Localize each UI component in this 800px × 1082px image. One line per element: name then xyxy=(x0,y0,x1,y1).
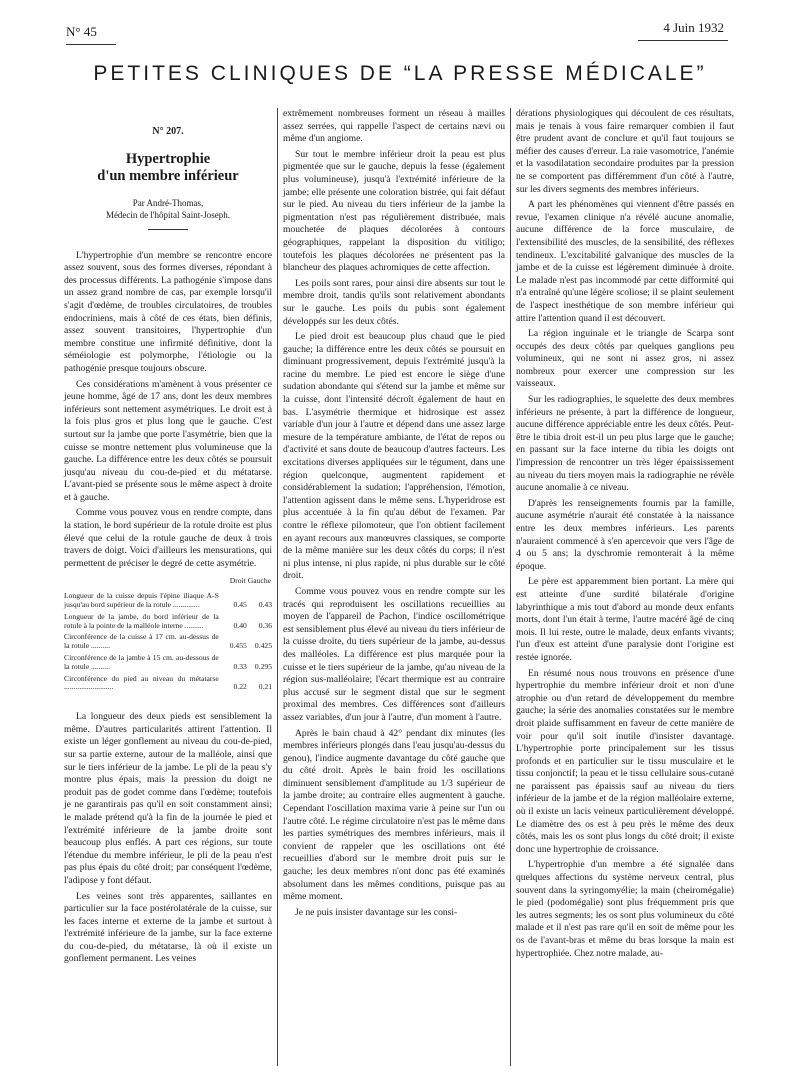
table-header-droit: Droit xyxy=(229,576,246,586)
paragraph: D'après les renseignements fournis par la famille, aucune asymétrie n'aurait été constatée à la naissance entre les deux membres inférieurs. Les parents n'auraient commencé à s'en apercevoir que vers l'âge de 4 ou 5 ans; la dyschromie remonterait à la même époque. xyxy=(516,497,734,572)
article-author: Par André-Thomas, xyxy=(132,197,204,208)
paragraph: L'hypertrophie d'un membre a été signalée dans quelques affections du système nerveux central, plus souvent dans la syringomyélie; la main (cheiromégalie) le pied (podomégalie) sont plus fréquemment pris que les autres segments; les os sont plus volumineux du côté malade et il n'est pas rare qu'il en soit de même pour les os de l'avant-bras et même du bras lorsque la main est hypertrophiée. Chez notre malade, au- xyxy=(516,859,734,959)
paragraph: extrêmement nombreuses forment un réseau à mailles assez serrées, qui rappelle l'aspect de certains nævi ou même d'un angiome. xyxy=(283,108,505,145)
paragraph: Ces considérations m'amènent à vous présenter ce jeune homme, âgé de 17 ans, dont les deux membres inférieurs sont nettement asymétriques. Le droit est à la fois plus gros et plus long que le gauche. C'est surtout sur la jambe que porte l'asymétrie, bien que la cuisse se montre nettement plus volumineuse que la gauche. La différence entre les deux côtés se poursuit jusqu'au niveau du cou-de-pied et du métatarse. L'avant-pied se présente sous le même aspect à droite et à gauche. xyxy=(64,378,272,503)
table-cell-label: Circonférence de la jambe à 15 cm. au-dessous de la rotule .......... xyxy=(64,653,219,671)
table-cell-label: Longueur de la jambe, du bord inférieur de la rotule à la pointe de la malléole interne .......... xyxy=(64,611,219,630)
table-cell-droit: 0.33 xyxy=(233,661,247,671)
column-2 xyxy=(283,108,505,922)
paragraph: Je ne puis insister davantage sur les consi- xyxy=(295,906,458,918)
article-number: N° 207. xyxy=(152,126,184,137)
paragraph: La région inguinale et le triangle de Scarpa sont occupés des deux côtés par quelques ganglions peu volumineux, qui ne sont ni assez gros, ni assez nombreux pour exercer une compression sur les vaisseaux. xyxy=(516,328,734,390)
paragraph: En résumé nous nous trouvons en présence d'une hypertrophie du membre inférieur droit et non d'une atrophie ou d'un retard de développement du membre gauche; la série des anomalies constatées sur le membre droit plaide suffisamment en faveur de cette manière de voir pour qu'il soit inutile d'insister davantage. L'hypertrophie porte principalement sur les tissus profonds et en particulier sur le tissu musculaire et le tissu conjonctif; la peau et le tissu cellulaire sous-cutané ne paraissent pas épaissis sauf au niveau du tiers inférieur de la jambe et de la région malléolaire externe, où il existe un lacis veineux particulièrement développé. Le diamètre des os est à peu près le même des deux côtés, mais les os sont plus longs du côté droit; il existe donc une hypertrophie de croissance. xyxy=(516,667,734,855)
table-header-blank xyxy=(64,576,223,592)
table-header-row xyxy=(64,576,272,592)
column-3 xyxy=(516,108,734,963)
table-row xyxy=(64,675,272,696)
table-cell-droit: 0.455 xyxy=(229,641,247,651)
paragraph: Sur les radiographies, le squelette des deux membres inférieurs ne présente, à part la différence de longueur, aucune différence appréciable entre les deux côtés. Peut-être le tibia droit est-il un peu plus large que le gauche; en passant sur la face interne du tibia les doigts ont l'impression de rencontrer un très léger épaississement au niveau du tiers moyen mais la radiographie ne révèle aucune anomalie à ce niveau. xyxy=(516,394,734,494)
paragraph: A part les phénomènes qui viennent d'être passés en revue, l'examen clinique n'a révélé aucune anomalie, aucune différence de la force musculaire, de l'extensibilité des muscles, de la sensibilité, des réflexes tendineux. L'excitabilité galvanique des muscles de la jambe et de la cuisse est légèrement diminuée à droite. Le malade n'est pas incommodé par cette difformité qui n'a entraîné qu'une légère scoliose; il se plaint seulement de l'aspect inesthétique de son membre inférieur qui attire l'attention quand il est découvert. xyxy=(516,199,734,324)
article-title xyxy=(64,151,272,185)
table-row xyxy=(64,592,272,613)
article-title-line: d'un membre inférieur xyxy=(97,167,239,184)
paragraph: L'hypertrophie d'un membre se rencontre encore assez souvent, sous des formes diverses, répondant à des processus différents. La pathogénie s'impose dans un assez grand nombre de cas, par exemple lorsqu'il s'agit d'œdème, de troubles circulatoires, de troubles endocriniens, mais à côté de ces états, bien définis, assez souvent transitoires, l'hypertrophie d'un membre constitue une infirmité définitive, dont la séméiologie est polymorphe, l'étiologie ou la pathogénie presque toujours obscure. xyxy=(64,249,272,374)
paragraph: Les veines sont très apparentes, saillantes en particulier sur la face postérolatérale de la cuisse, sur les faces interne et externe de la jambe et surtout à l'extrémité inférieure de la jambe, sur la face externe du cou-de-pied, du métatarse, là où il existe un gonflement permanent. Les veines xyxy=(64,890,272,965)
column-1 xyxy=(64,108,272,969)
paragraph: La longueur des deux pieds est sensiblement la même. D'autres particularités attirent l'attention. Il existe un léger gonflement au niveau du cou-de-pied, sur sa partie externe, autour de la malléole, ainsi que sur le tiers inférieur de la jambe. Le pli de la peau s'y montre plus épais, mais la pression du doigt ne produit pas de godet comme dans l'œdème; toutefois je ne garantirais pas qu'il en soit constamment ainsi; le malade prétend qu'à la fin de la journée le pied et l'extrémité inférieure de la jambe droite sont beaucoup plus enflés. A part ces régions, sur toute l'étendue du membre inférieur, le pli de la peau n'est pas plus épais du côté droit; par conséquent l'œdème, l'adipose y font défaut. xyxy=(64,711,272,886)
measurements-table xyxy=(64,576,272,695)
table-cell-droit: 0.45 xyxy=(233,600,247,610)
issue-date: 4 Juin 1932 xyxy=(663,20,724,35)
table-cell-gauche: 0.425 xyxy=(254,641,272,651)
table-header-gauche: Gauche xyxy=(247,576,271,586)
paragraph: Comme vous pouvez vous en rendre compte, dans la station, le bord supérieur de la rotule droite est plus élevé que celui de la rotule gauche de deux à trois travers de doigt. Voici d'ailleurs les mensurations, qui permettent de préciser le degré de cette asymétrie. xyxy=(64,507,272,569)
paragraph: Les poils sont rares, pour ainsi dire absents sur tout le membre droit, tandis qu'ils sont relativement abondants sur le gauche. Les poils du pubis sont également développés sur les deux côtés. xyxy=(283,277,505,327)
header-rule-right xyxy=(638,40,728,41)
article-title-line: Hypertrophie xyxy=(125,150,211,167)
article-affiliation: Médecin de l'hôpital Saint-Joseph. xyxy=(105,209,231,220)
title-rule xyxy=(148,229,188,230)
paragraph: Après le bain chaud à 42° pendant dix minutes (les membres inférieurs plongés dans l'eau jusqu'au-dessus du genou), l'indice augmente davantage du côté gauche que du côté droit. Après le bain froid les oscillations diminuent sensiblement d'amplitude au 1/3 supérieur de la jambe droite; au contraire elles augmentent à gauche. Cependant l'oscillation maxima varie à peine sur l'un ou l'autre côté. Le régime circulatoire n'est pas le même dans les parties symétriques des membres inférieurs, mais il convient de rappeler que les oscillations ont été recueillies d'abord sur le membre droit puis sur le gauche; les deux membres n'ont donc pas été examinés absolument dans les mêmes conditions, puisque pas au même moment. xyxy=(283,727,505,903)
table-cell-gauche: 0.295 xyxy=(254,661,272,671)
table-cell-gauche: 0.21 xyxy=(258,682,272,692)
table-cell-label: Circonférence de la cuisse à 17 cm. au-dessus de la rotule .......... xyxy=(64,632,219,651)
table-row xyxy=(64,613,272,634)
paragraph: Comme vous pouvez vous en rendre compte sur les tracés qui reproduisent les oscillations recueillies au moyen de l'appareil de Pachon, l'indice oscillométrique est sensiblement plus élevé au niveau du tiers inférieur de la cuisse droite, du tiers supérieur de la jambe, au-dessus des malléoles. La différence est plus marquée pour la cuisse et le tiers supérieur de la jambe, qu'au niveau de la région sus-malléolaire; l'écart thermique est au contraire plus accusé sur le segment distal que sur le segment proximal des membres. Ces différences sont d'ailleurs assez variables, d'un jour à l'autre, d'un moment à l'autre. xyxy=(283,585,505,723)
paragraph: Le père est apparemment bien portant. La mère qui est atteinte d'une surdité bilatérale d'origine labyrinthique a mis tout d'abord au monde deux enfants morts, dont l'un était à terme, l'autre macéré âgé de cinq mois. Il lui reste, outre le malade, deux enfants vivants; l'un d'eux est atteint d'une paralysie dont l'origine est restée ignorée. xyxy=(516,576,734,663)
issue-number: N° 45 xyxy=(66,24,97,39)
column-divider xyxy=(510,108,511,1066)
masthead-title: PETITES CLINIQUES DE “LA PRESSE MÉDICALE” xyxy=(93,62,707,85)
header-rule-left xyxy=(66,44,116,45)
table-row xyxy=(64,654,272,675)
table-row xyxy=(64,633,272,654)
column-divider xyxy=(277,108,278,1066)
paragraph: Sur tout le membre inférieur droit la peau est plus pigmentée que sur le gauche, depuis la fesse (également plus volumineuse), jusqu'à l'extrémité inférieure de la jambe; elle présente une coloration bistrée, qui fait défaut sur le pied. Au niveau du tiers inférieur de la jambe la pigmentation n'est pas régulièrement distribuée, mais mouchetée de plaques décolorées à contours géographiques, rappelant la disposition du vitiligo; toutefois les plaques décolorées ne présentent pas la blancheur des plaques achromiques de cette affection. xyxy=(283,148,505,274)
table-cell-gauche: 0.43 xyxy=(258,600,272,610)
table-cell-gauche: 0.36 xyxy=(258,620,272,630)
table-cell-droit: 0.22 xyxy=(233,682,247,692)
table-cell-label: Longueur de la cuisse depuis l'épine iliaque A-S jusqu'au bord supérieur de la rotule .............. xyxy=(64,591,219,610)
table-cell-label: Circonférence du pied au niveau du métatarse .......................... xyxy=(64,673,219,692)
paragraph: dérations physiologiques qui découlent de ces résultats, mais je tenais à vous faire remarquer combien il faut être prudent avant de conclure et qu'il faut toujours se méfier des causes d'erreur. La raie vasomotrice, l'anémie et la vasodilatation secondaire produites par la pression ne se comportent pas différemment d'un côté à l'autre, sur les divers segments des membres inférieurs. xyxy=(516,108,734,195)
table-cell-droit: 0.40 xyxy=(233,620,247,630)
paragraph: Le pied droit est beaucoup plus chaud que le pied gauche; la différence entre les deux côtés se poursuit en diminuant progressivement, depuis l'extrémité jusqu'à la racine du membre. Le pied est encore le siège d'une sudation abondante qui s'étend sur la jambe et même sur la cuisse, dont l'intensité décroît également de haut en bas. L'asymétrie thermique et hidrosique est assez variable d'un jour à l'autre et dépend dans une assez large mesure de la température ambiante, de l'état de repos ou d'activité et sans doute de beaucoup d'autres facteurs. Les excitations diverses appliquées sur le tégument, dans une région quelconque, augmentent rapidement et considérablement la sudation; l'appréhension, l'émotion, l'attention agissent dans le même sens. L'hyperidrose est plus accentuée à la fin qu'au début de l'examen. Par contre le réflexe pilomoteur, que l'on obtient facilement en ayant recours aux manœuvres classiques, se comporte de la même manière sur les deux côtés du corps; il n'est ni plus intense, ni plus rapide, ni plus durable sur le côté droit. xyxy=(283,331,505,582)
